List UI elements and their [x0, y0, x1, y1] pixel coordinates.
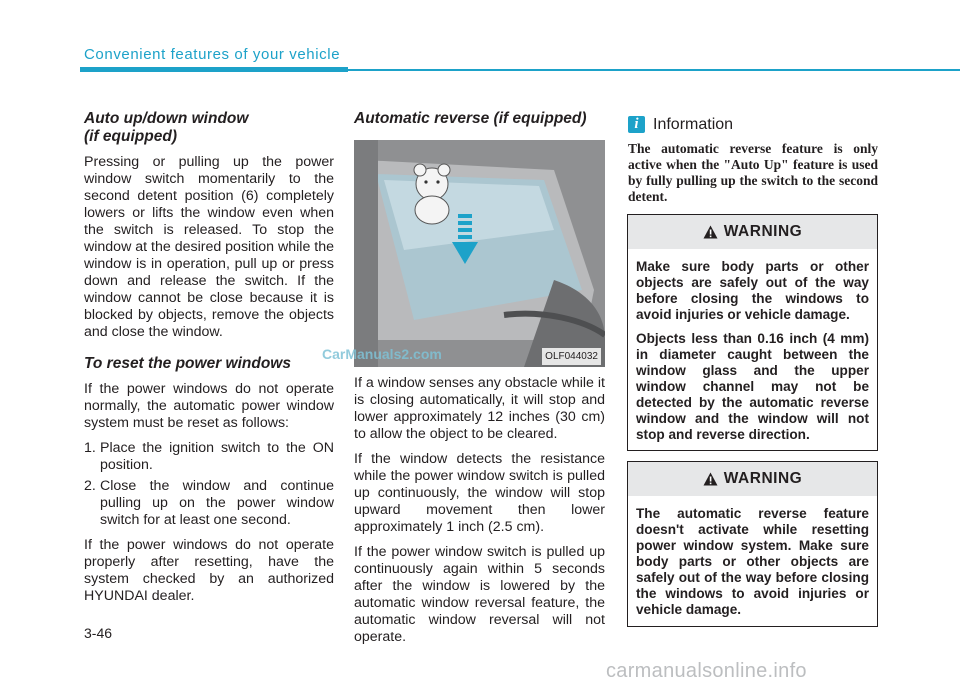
reset-intro: If the power windows do not operate normally, the automatic power window system must be reset as follows: [84, 381, 334, 431]
reset-outro: If the power windows do not operate properly after resetting, have the system checked by an authorized HYUNDAI dealer. [84, 537, 334, 604]
warning-triangle-icon [703, 472, 718, 486]
reverse-para-3: If the power window switch is pulled up continuously again within 5 seconds after the window is lowered by the automatic window reversal feature, the automatic window reversal will not operate. [354, 544, 605, 645]
warning-box-2 [627, 461, 878, 627]
page-number: 3-46 [84, 625, 113, 641]
car-window-drawing [354, 140, 605, 367]
reset-steps [84, 440, 334, 529]
list-item: 2. Close the window and continue pulling up on the power window switch for at least one second. [84, 478, 334, 528]
section-title: Convenient features of your vehicle [84, 46, 341, 63]
warning-box-1 [627, 214, 878, 451]
information-title: Information [653, 116, 734, 133]
warning-text: Objects less than 0.16 inch (4 mm) in diameter caught between the window glass and the upper window channel may not be detected by the automatic reverse window and the window will not stop and reverse direction. [636, 331, 869, 442]
middle-column [354, 110, 605, 654]
warning-body [628, 249, 877, 443]
header-rule-thin [348, 69, 960, 71]
footer-site-mark: carmanualsonline.info [606, 660, 807, 682]
reset-heading: To reset the power windows [84, 355, 291, 372]
auto-window-heading: Auto up/down window (if equipped) [84, 110, 249, 145]
information-text: The automatic reverse feature is only active when the "Auto Up" feature is used by fully pulling up the switch to the second detent. [628, 141, 878, 204]
warning-triangle-icon [703, 225, 718, 239]
warning-label: WARNING [723, 223, 803, 240]
info-icon: i [628, 116, 645, 133]
auto-window-text: Pressing or pulling up the power window switch momentarily to the second detent position (6) completely lowers or lifts the window even when the switch is released. To stop the window at the desired position while the window is in operation, pull up or press down and release the switch. If the window cannot be close because it is blocked by objects, remove the objects and close the window. [84, 154, 335, 340]
auto-reverse-heading: Automatic reverse (if equipped) [354, 110, 587, 127]
information-header [628, 116, 878, 133]
warning-text: The automatic reverse feature doesn't activate while resetting power window system. Make sure body parts or other objects are safely out of the way before closing the windows to avoid injuries or vehicle damage. [636, 506, 869, 617]
watermark: CarManuals2.com [322, 346, 442, 362]
teddy-bear-icon [414, 164, 450, 224]
reverse-para-2: If the window detects the resistance while the power window switch is pulled up continuously, the window will stop upward movement then lower approximately 1 inch (2.5 cm). [354, 451, 605, 535]
right-column [628, 116, 878, 213]
warning-header [628, 462, 877, 496]
warning-body [628, 496, 877, 618]
header-rule-thick [80, 67, 348, 72]
warning-label: WARNING [723, 470, 803, 487]
figure-code: OLF044032 [542, 348, 601, 365]
reverse-para-1: If a window senses any obstacle while it is closing automatically, it will stop and lower approximately 12 inches (30 cm) to allow the object to be cleared. [354, 375, 605, 442]
warning-text: Make sure body parts or other objects are safely out of the way before closing the windows to avoid injuries or vehicle damage. [636, 259, 869, 322]
list-item: 1. Place the ignition switch to the ON position. [84, 440, 334, 473]
window-illustration [354, 140, 605, 367]
warning-header [628, 215, 877, 249]
left-column [84, 110, 334, 613]
